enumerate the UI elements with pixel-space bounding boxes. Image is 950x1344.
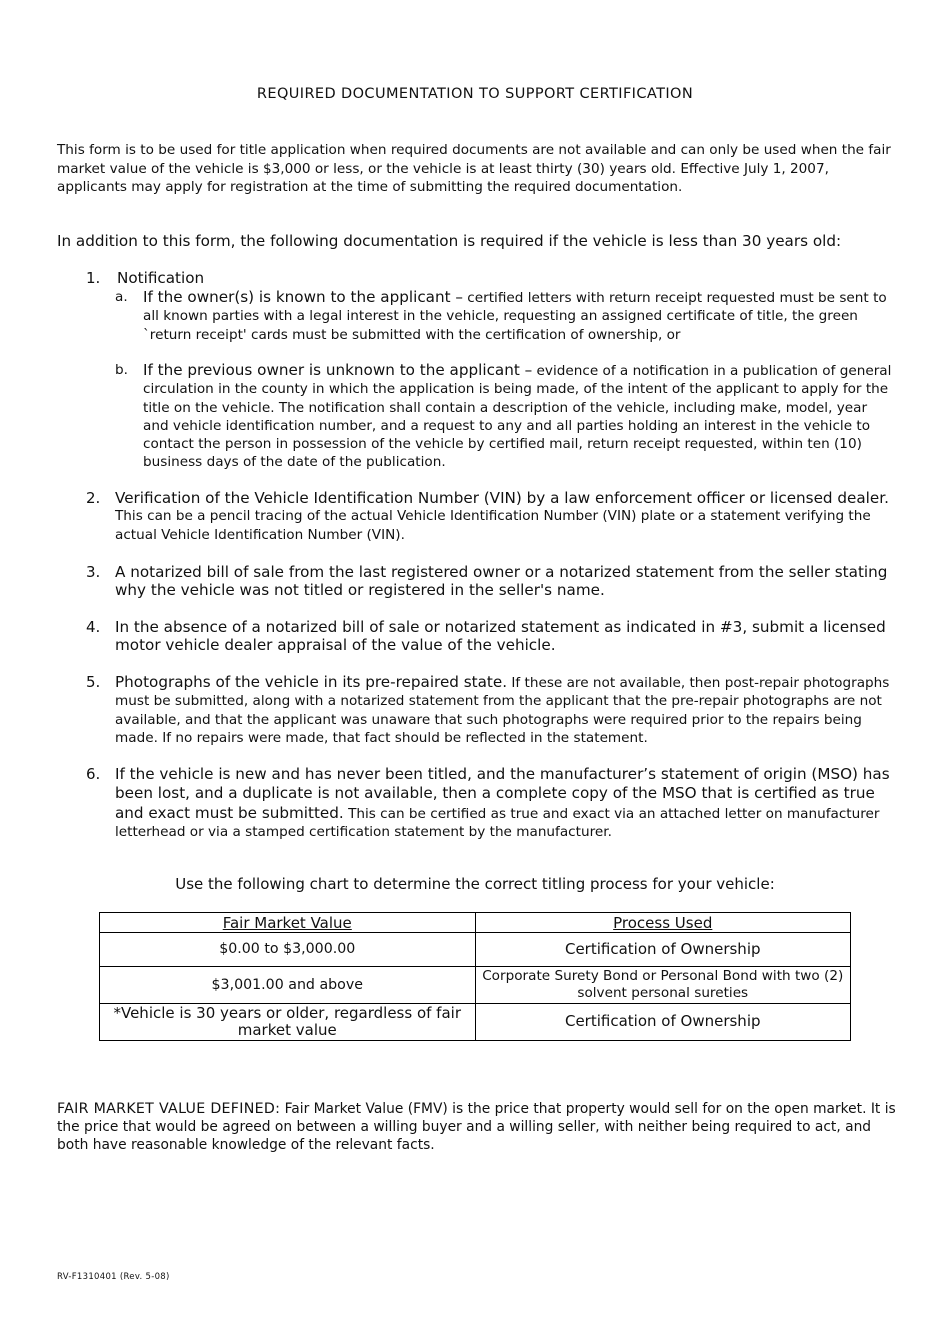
item-6-body: This can be certified as true and exact via an attached letter on manufacturer letterhead or via a stamped certification statement by the manufacturer.: [115, 805, 880, 840]
item-4-text: In the absence of a notarized bill of sale or notarized statement as indicated in #3, submit a licensed motor vehicle dealer appraisal of the value of the vehicle.: [115, 618, 886, 655]
table-header-fmv: Fair Market Value: [100, 913, 476, 933]
item-2-text: [115, 489, 895, 544]
form-number: RV-F1310401 (Rev. 5-08): [57, 1272, 170, 1282]
table-cell: $3,001.00 and above: [100, 967, 476, 1004]
fmv-definition-text: Fair Market Value (FMV) is the price that property would sell for on the open market. It is the price that would be agreed on between a willing buyer and a willing seller, with neither being required to act, and both have reasonable knowledge of the relevant facts.: [57, 1101, 896, 1153]
item-5-lead: Photographs of the vehicle in its pre-repaired state.: [115, 673, 508, 691]
item-2-lead: Verification of the Vehicle Identification Number (VIN) by a law enforcement officer or licensed dealer.: [115, 489, 889, 507]
item-2-number: 2.: [86, 489, 101, 507]
table-row: [100, 933, 851, 967]
item-1a-letter: a.: [115, 289, 128, 305]
table-cell: Certification of Ownership: [475, 933, 851, 967]
item-1a-text: [143, 288, 895, 344]
item-1-number: 1.: [86, 269, 101, 287]
table-header-process: Process Used: [475, 913, 851, 933]
item-3-number: 3.: [86, 563, 101, 581]
item-6-lead: If the vehicle is new and has never been titled, and the manufacturer’s statement of origin (MSO) has been lost, and a duplicate is not available, then a complete copy of the MSO that is certified as true and exact must be submitted.: [115, 765, 890, 822]
intro-paragraph: This form is to be used for title application when required documents are not available and can only be used when the fair market value of the vehicle is $3,000 or less, or the vehicle is at least thirty (30) years old. Effective July 1, 2007, applicants may apply for registration at the time of submitting the required documentation.: [57, 142, 891, 195]
item-1a-body: certified letters with return receipt requested must be sent to all known parties with a legal interest in the vehicle, requesting an assigned certificate of title, the green `return receipt' cards must be submitted with the certification of ownership, or: [143, 290, 887, 343]
item-5-number: 5.: [86, 673, 101, 691]
item-1b-lead: If the previous owner is unknown to the applicant –: [143, 361, 533, 379]
item-1b-letter: b.: [115, 362, 128, 378]
item-1-label: Notification: [117, 269, 205, 287]
item-1a-lead: If the owner(s) is known to the applicant –: [143, 288, 463, 306]
additional-requirements-heading: In addition to this form, the following documentation is required if the vehicle is less than 30 years old:: [57, 232, 842, 250]
item-2-body: This can be a pencil tracing of the actual Vehicle Identification Number (VIN) plate or a statement verifying the actual Vehicle Identification Number (VIN).: [115, 508, 871, 543]
table-row: [100, 1004, 851, 1041]
table-cell: Certification of Ownership: [475, 1004, 851, 1041]
fmv-definition-term: FAIR MARKET VALUE DEFINED:: [57, 1101, 281, 1117]
item-5-text: [115, 673, 895, 747]
table-row: [100, 967, 851, 1004]
chart-intro: Use the following chart to determine the correct titling process for your vehicle:: [175, 875, 775, 893]
fmv-process-table: [99, 912, 851, 1041]
item-1b-body: evidence of a notification in a publication of general circulation in the county in which the application is being made, of the intent of the applicant to apply for the title on the vehicle. The notification shall contain a description of the vehicle, including make, model, year and vehicle identification number, and a request to any and all parties holding an interest in the vehicle to contact the person in possession of the vehicle by certified mail, return receipt requested, within ten (10) business days of the date of the publication.: [143, 363, 892, 471]
item-3-text: A notarized bill of sale from the last registered owner or a notarized statement from the seller stating why the vehicle was not titled or registered in the seller's name.: [115, 563, 888, 600]
table-cell: Corporate Surety Bond or Personal Bond with two (2) solvent personal sureties: [475, 967, 851, 1004]
item-4-number: 4.: [86, 618, 101, 636]
item-5-body: If these are not available, then post-repair photographs must be submitted, along with a notarized statement from the applicant that the pre-repair photographs are not available, and that the applicant was unaware that such photographs were required prior to the repairs being made. If no repairs were made, that fact should be reflected in the statement.: [115, 675, 890, 746]
table-cell: *Vehicle is 30 years or older, regardless of fair market value: [100, 1004, 476, 1041]
document-title: REQUIRED DOCUMENTATION TO SUPPORT CERTIFICATION: [256, 86, 694, 102]
fmv-definition: [57, 1100, 897, 1154]
table-cell: $0.00 to $3,000.00: [100, 933, 476, 967]
table-header-row: [100, 913, 851, 933]
item-6-text: [115, 765, 895, 841]
item-1b-text: [143, 361, 895, 472]
item-6-number: 6.: [86, 765, 101, 783]
